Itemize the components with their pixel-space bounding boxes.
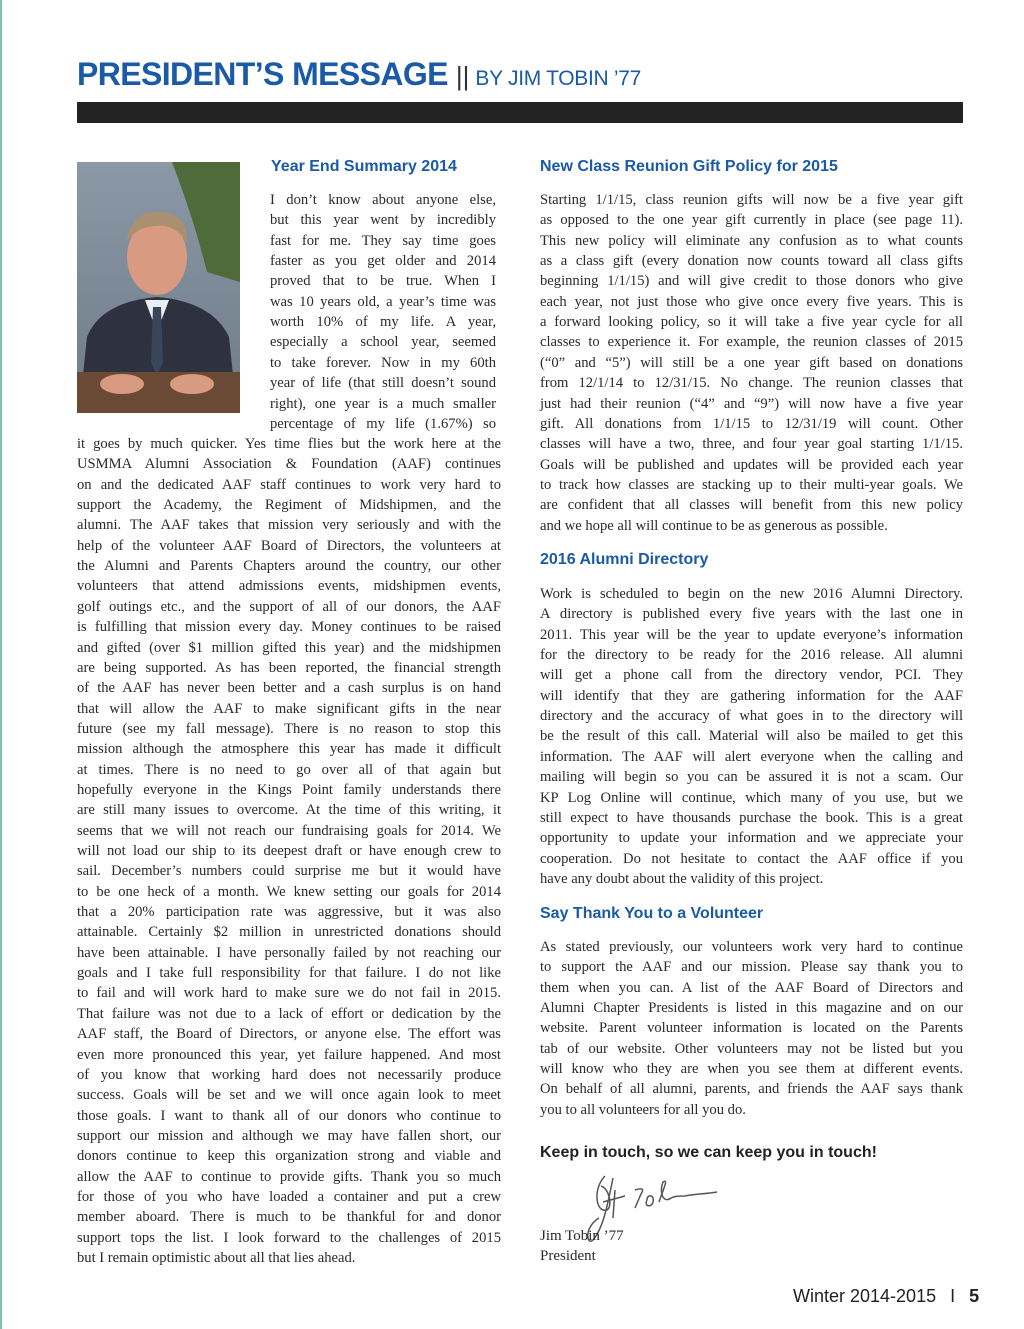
section-heading: New Class Reunion Gift Policy for 2015 bbox=[540, 158, 838, 175]
signer-title: President bbox=[540, 1248, 596, 1264]
text-line: goals and I take full responsibility for that failure. I do not like bbox=[77, 965, 501, 982]
text-line: to take forever. Now in my 60th bbox=[270, 354, 496, 371]
text-line: allow the AAF to continue to provide gifts. Thank you so much bbox=[77, 1168, 501, 1185]
text-line: will identify that they are gathering information for the AAF bbox=[540, 687, 963, 704]
text-line: at times. There is no need to go over all of that again but bbox=[77, 761, 501, 778]
text-line: Goals will be published and updates will be provided each year bbox=[540, 456, 963, 473]
text-line: opportunity to update your information and we appreciate your bbox=[540, 830, 963, 847]
text-line: support tops the list. I look forward to the challenges of 2015 bbox=[77, 1229, 501, 1246]
text-line: are still many issues to overcome. At the time of this writing, it bbox=[77, 802, 501, 819]
text-line: As stated previously, our volunteers work very hard to continue bbox=[540, 939, 963, 955]
page-footer bbox=[793, 1286, 979, 1307]
text-line: information. The AAF will alert everyone when the calling and bbox=[540, 748, 963, 765]
issue-label: Winter 2014-2015 bbox=[793, 1286, 937, 1306]
text-line: will get a phone call from the directory vendor, PCI. They bbox=[540, 667, 963, 684]
text-line: percentage of my life (1.67%) so bbox=[270, 415, 496, 432]
text-line: on and the dedicated AAF staff continues to work very hard to bbox=[77, 476, 501, 493]
text-line: worth 10% of my life. A year, bbox=[270, 314, 496, 331]
text-line: from 12/1/14 to 12/31/15. No change. The reunion classes that bbox=[540, 375, 963, 392]
text-line: hopefully everyone in the Kings Point family understands there bbox=[77, 781, 501, 798]
text-line: is fulfilling that mission every day. Money continues to be raised bbox=[77, 619, 501, 636]
text-line: have been attainable. I have personally failed by not reaching our bbox=[77, 944, 501, 961]
header-bar bbox=[77, 102, 963, 123]
text-line: a forward looking policy, so it will take a five year cycle for all bbox=[540, 314, 963, 331]
text-line: faster as you get older and 2014 bbox=[270, 253, 496, 270]
page-title bbox=[77, 56, 641, 93]
text-line: that will allow the AAF to make significant gifts in the near bbox=[77, 700, 501, 717]
text-line: That failure was not due to a lack of effort or dedication by the bbox=[77, 1005, 501, 1022]
text-line: On behalf of all alumni, parents, and friends the AAF says thank bbox=[540, 1081, 963, 1098]
text-line: support the Academy, the Regiment of Midshipmen, and the bbox=[77, 497, 501, 514]
text-line: classes to experience it. For example, the reunion classes of 2015 bbox=[540, 334, 963, 351]
text-line: I don’t know about anyone else, bbox=[270, 192, 496, 208]
text-line: still expect to have thousands purchase the book. This is a great bbox=[540, 809, 963, 826]
text-line: but I remain optimistic about all that lies ahead. bbox=[77, 1250, 356, 1266]
text-line: directory and the accuracy of what goes in to the directory will bbox=[540, 708, 963, 725]
text-line: are being supported. As has been reported, the financial strength bbox=[77, 659, 501, 676]
page-edge-line bbox=[0, 0, 2, 1329]
text-line: have any doubt about the validity of this project. bbox=[540, 870, 824, 887]
text-line: tab of our website. Other volunteers may not be listed but you bbox=[540, 1040, 963, 1057]
text-line: sail. December’s numbers could surprise me but it would have bbox=[77, 863, 501, 880]
text-line: support our mission and although we may have fallen short, our bbox=[77, 1127, 501, 1144]
text-line: it goes by much quicker. Yes time flies but the work here at the bbox=[77, 436, 501, 452]
text-line: beginning 1/1/15) and will give credit to those donors who give bbox=[540, 273, 963, 290]
text-line: gift. All donations from 1/1/15 to 12/31/19 will count. Other bbox=[540, 415, 963, 432]
section-heading: Say Thank You to a Volunteer bbox=[540, 905, 764, 922]
text-line: alumni. The AAF takes that mission very seriously and with the bbox=[77, 517, 501, 534]
text-line: you to all volunteers for all you do. bbox=[540, 1101, 746, 1118]
text-line: proved that to be true. When I bbox=[270, 273, 496, 290]
signer bbox=[540, 1226, 624, 1266]
page-number: 5 bbox=[969, 1286, 980, 1306]
text-line: to be one heck of a month. We knew setting our goals for 2014 bbox=[77, 883, 501, 900]
text-line: seems that we will not reach our fundraising goals for 2014. We bbox=[77, 822, 501, 839]
text-line: for the directory to be ready for the 2016 release. All alumni bbox=[540, 647, 963, 664]
text-line: 2011. This year will be the year to update everyone’s information bbox=[540, 626, 963, 643]
text-line: attainable. Certainly $2 million in unrestricted donations should bbox=[77, 924, 501, 941]
text-line: as a class gift (every donation now counts toward all class gifts bbox=[540, 253, 963, 270]
text-line: This new policy will eliminate any confusion as to what counts bbox=[540, 232, 963, 249]
portrait-photo-icon bbox=[77, 162, 240, 413]
text-line: year of life (that still doesn’t sound bbox=[270, 375, 496, 392]
text-line: especially a school year, seemed bbox=[270, 334, 496, 351]
text-line: A directory is published every five years with the last one in bbox=[540, 606, 963, 623]
text-line: that a 20% participation rate was aggressive, but it was also bbox=[77, 904, 501, 921]
signer-name: Jim Tobin ’77 bbox=[540, 1228, 624, 1244]
text-line: but this year went by incredibly bbox=[270, 212, 496, 229]
byline: BY JIM TOBIN ’77 bbox=[475, 67, 642, 90]
text-line: mission although the atmosphere this year has made it difficult bbox=[77, 741, 501, 758]
title-separator: || bbox=[455, 61, 470, 91]
text-line: are confident that all classes will benefit from this new policy bbox=[540, 497, 963, 514]
text-line: to support the AAF and our mission. Please say thank you to bbox=[540, 959, 963, 976]
text-line: help of the volunteer AAF Board of Directors, the volunteers at bbox=[77, 537, 501, 554]
text-line: will not load our ship to its deepest draft or have enough crew to bbox=[77, 843, 501, 859]
text-line: and gifted (over $1 million gifted this year) and the midshipmen bbox=[77, 639, 501, 656]
text-line: member aboard. There is much to be thankful for and donor bbox=[77, 1209, 501, 1226]
text-line: Work is scheduled to begin on the new 2016 Alumni Directory. bbox=[540, 586, 963, 602]
text-line: them when you can. A list of the AAF Board of Directors and bbox=[540, 979, 963, 996]
text-line: donors continue to keep this organization strong and viable and bbox=[77, 1148, 501, 1165]
text-line: right), one year is a much smaller bbox=[270, 395, 496, 412]
text-line: be the result of this call. Material will also be mailed to get this bbox=[540, 728, 963, 745]
tagline: Keep in touch, so we can keep you in touch! bbox=[540, 1144, 877, 1161]
section-heading: 2016 Alumni Directory bbox=[540, 551, 709, 568]
text-line: website. Parent volunteer information is located on the Parents bbox=[540, 1020, 963, 1037]
heading-year-end-summary: Year End Summary 2014 bbox=[271, 158, 457, 175]
title-main: PRESIDENT’S MESSAGE bbox=[77, 56, 448, 92]
text-line: will know who they are when you see them at different events. bbox=[540, 1061, 963, 1078]
text-line: just had their reunion (“4” and “9”) will now have a five year bbox=[540, 395, 963, 412]
text-line: (“0” and “5”) will still be a one year gift based on donations bbox=[540, 354, 963, 371]
text-line: of you know that working hard does not necessarily produce bbox=[77, 1066, 501, 1083]
text-line: Alumni Chapter Presidents is listed in this magazine and on our bbox=[540, 1000, 963, 1017]
text-line: USMMA Alumni Association & Foundation (AAF) continues bbox=[77, 456, 501, 473]
text-line: was 10 years old, a year’s time was bbox=[270, 293, 496, 310]
text-line: AAF staff, the Board of Directors, or anyone else. The effort was bbox=[77, 1026, 501, 1043]
text-line: as opposed to the one year gift currently in place (see page 11). bbox=[540, 212, 963, 229]
text-line: classes will have a two, three, and four year goal starting 1/1/15. bbox=[540, 436, 963, 453]
text-line: volunteers that attend admissions events, midshipmen events, bbox=[77, 578, 501, 595]
text-line: to track how classes are stacking up to their multi-year goals. We bbox=[540, 476, 963, 493]
text-line: to fail and will work hard to make sure we do not fail in 2015. bbox=[77, 985, 501, 1002]
text-line: for those of you who have loaded a container and put a crew bbox=[77, 1188, 501, 1205]
text-line: golf outings etc., and the support of all of our donors, the AAF bbox=[77, 598, 501, 615]
footer-divider: I bbox=[950, 1286, 956, 1306]
text-line: cooperation. Do not hesitate to contact the AAF office if you bbox=[540, 850, 963, 867]
text-line: fast for me. They say time goes bbox=[270, 232, 496, 249]
text-line: the Alumni and Parents Chapters around the country, our other bbox=[77, 558, 501, 575]
text-line: future (see my fall message). There is no reason to stop this bbox=[77, 720, 501, 737]
text-line: mailing will begin so you can be assured it is not a scam. Our bbox=[540, 769, 963, 786]
text-line: of the AAF has never been better and a cash surplus is on hand bbox=[77, 680, 501, 697]
text-line: and we hope all will continue to be as generous as possible. bbox=[540, 517, 888, 534]
text-line: KP Log Online will continue, which many of you use, but we bbox=[540, 789, 963, 806]
text-line: even more pronounced this year, yet failure happened. And most bbox=[77, 1046, 501, 1063]
text-line: success. Goals will be set and we will once again look to meet bbox=[77, 1087, 501, 1104]
text-line: those goals. I want to thank all of our donors who continue to bbox=[77, 1107, 501, 1124]
text-line: each year, not just those who give once every five years. This is bbox=[540, 293, 963, 310]
text-line: Starting 1/1/15, class reunion gifts will now be a five year gift bbox=[540, 192, 963, 208]
